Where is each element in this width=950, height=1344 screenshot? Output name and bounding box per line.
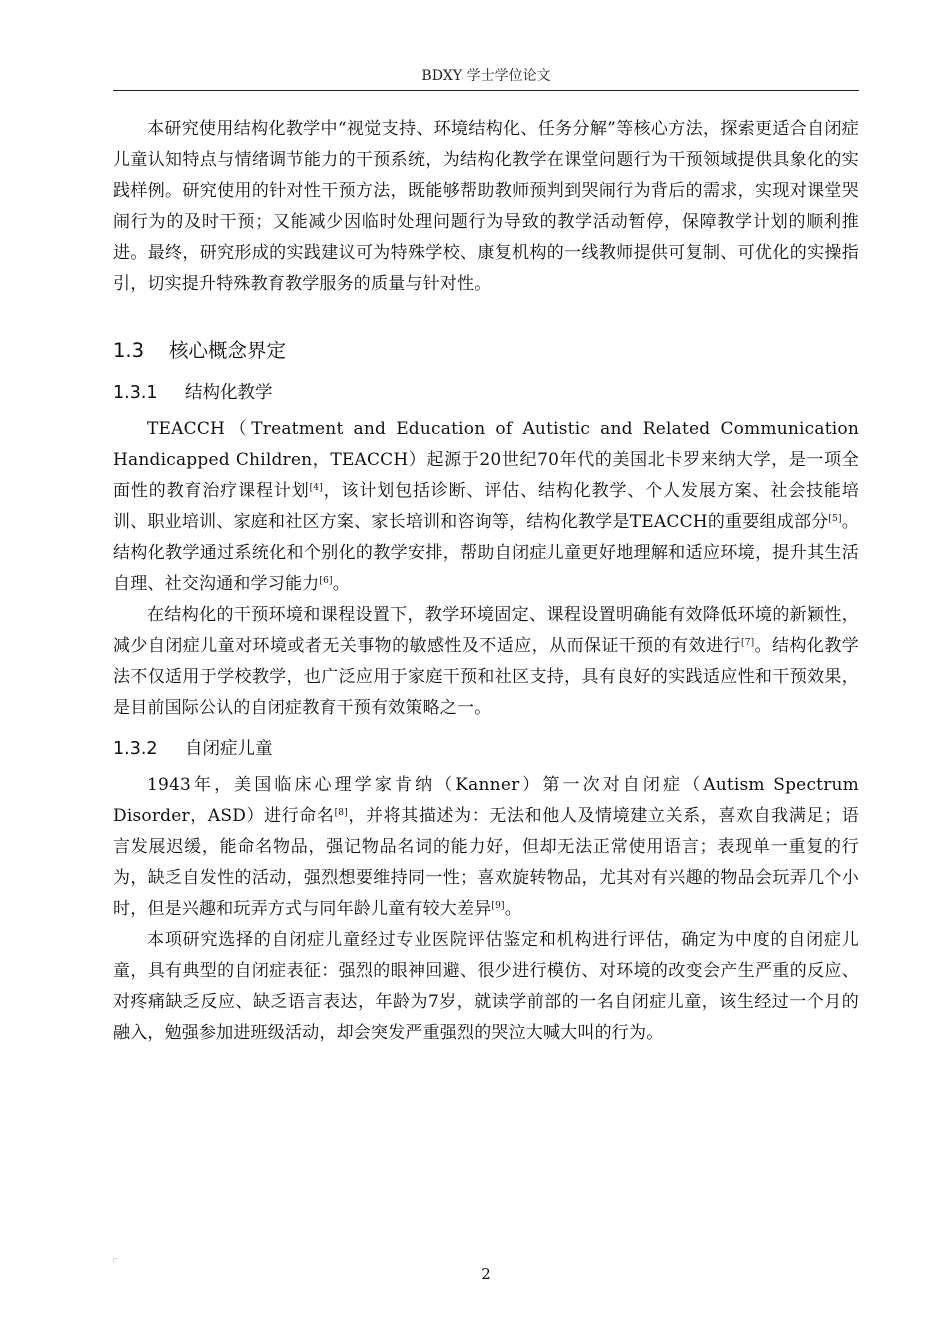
text-run: 。 [504,899,522,919]
citation: [4] [309,483,323,493]
citation: [5] [828,514,842,524]
section-title: 核心概念界定 [169,339,287,362]
text-run: ，该计划包括诊断、评估、结构化教学、个人发展方案、社会技能培训、职业培训、家庭和社区方案、家长培训和咨询等，结构化教学是TEACCH的重要组成部分 [113,481,859,532]
page-number: 2 [481,1265,491,1283]
text-run: 。结构化教学通过系统化和个别化的教学安排，帮助自闭症儿童更好地理解和适应环境，提升其生活自理、社交沟通和学习能力 [113,512,860,594]
subsection-title: 结构化教学 [185,383,273,403]
header-rule [113,90,859,91]
text-run: ，并将其描述为：无法和他人及情境建立关系，喜欢自我满足；语言发展迟缓，能命名物品，强记物品名词的能力好，但却无法正常使用语言；表现单一重复的行为，缺乏自发性的活动，强烈想要维持同一性；喜欢旋转物品，尤其对有兴趣的物品会玩弄几个小时，但是兴趣和玩弄方式与同年龄儿童有较大差异 [113,806,859,919]
text-run: 。结构化教学法不仅适用于学校教学，也广泛应用于家庭干预和社区支持，具有良好的实践适应性和干预效果，是目前国际公认的自闭症教育干预有效策略之一。 [113,636,860,718]
citation: [7] [740,638,755,648]
text-run: 在结构化的干预环境和课程设置下，教学环境固定、课程设置明确能有效降低环境的新颖性，减少自闭症儿童对环境或者无关事物的敏感性及不适应，从而保证干预的有效进行 [113,605,859,656]
running-header: BDXY 学士学位论文 [421,68,551,84]
subsection-heading-1-3-2 [113,734,859,764]
subsection-number: 1.3.1 [113,383,158,403]
teacch-paragraph [113,414,859,600]
subsection-number: 1.3.2 [113,739,158,759]
kanner-paragraph [113,770,859,925]
subsection-heading-1-3-1 [113,378,859,408]
citation: [6] [319,576,333,586]
citation: [8] [334,808,348,818]
page-body [113,114,859,1049]
subject-paragraph: 本项研究选择的自闭症儿童经过专业医院评估鉴定和机构进行评估，确定为中度的自闭症儿童，具有典型的自闭症表征：强烈的眼神回避、很少进行模仿、对环境的改变会产生严重的反应、对疼痛缺乏反应、缺乏语言表达，年龄为7岁，就读学前部的一名自闭症儿童，该生经过一个月的融入，勉强参加进班级活动，却会突发严重强烈的哭泣大喊大叫的行为。 [113,930,859,1043]
citation: [9] [491,901,505,911]
text-run: 1943年，美国临床心理学家肯纳（Kanner）第一次对自闭症（Autism Spectrum Disorder，ASD）进行命名 [113,775,859,826]
text-run: TEACCH（Treatment and Education of Autistic and Related Communication Handicapped Children，TEACCH）起源于20世纪70年代的美国北卡罗来纳大学，是一项全面性的教育治疗课程计划 [113,419,859,501]
section-heading-1-3 [113,336,859,366]
section-number: 1.3 [113,339,145,362]
subsection-title: 自闭症儿童 [185,739,273,759]
structured-environment-paragraph [113,600,859,724]
margin-corner-mark [113,1258,118,1263]
text-run: 。 [332,574,350,594]
intro-paragraph: 本研究使用结构化教学中“视觉支持、环境结构化、任务分解”等核心方法，探索更适合自闭症儿童认知特点与情绪调节能力的干预系统，为结构化教学在课堂问题行为干预领域提供具象化的实践样例。研究使用的针对性干预方法，既能够帮助教师预判到哭闹行为背后的需求，实现对课堂哭闹行为的及时干预；又能减少因临时处理问题行为导致的教学活动暂停，保障教学计划的顺利推进。最终，研究形成的实践建议可为特殊学校、康复机构的一线教师提供可复制、可优化的实操指引，切实提升特殊教育教学服务的质量与针对性。 [113,119,859,294]
